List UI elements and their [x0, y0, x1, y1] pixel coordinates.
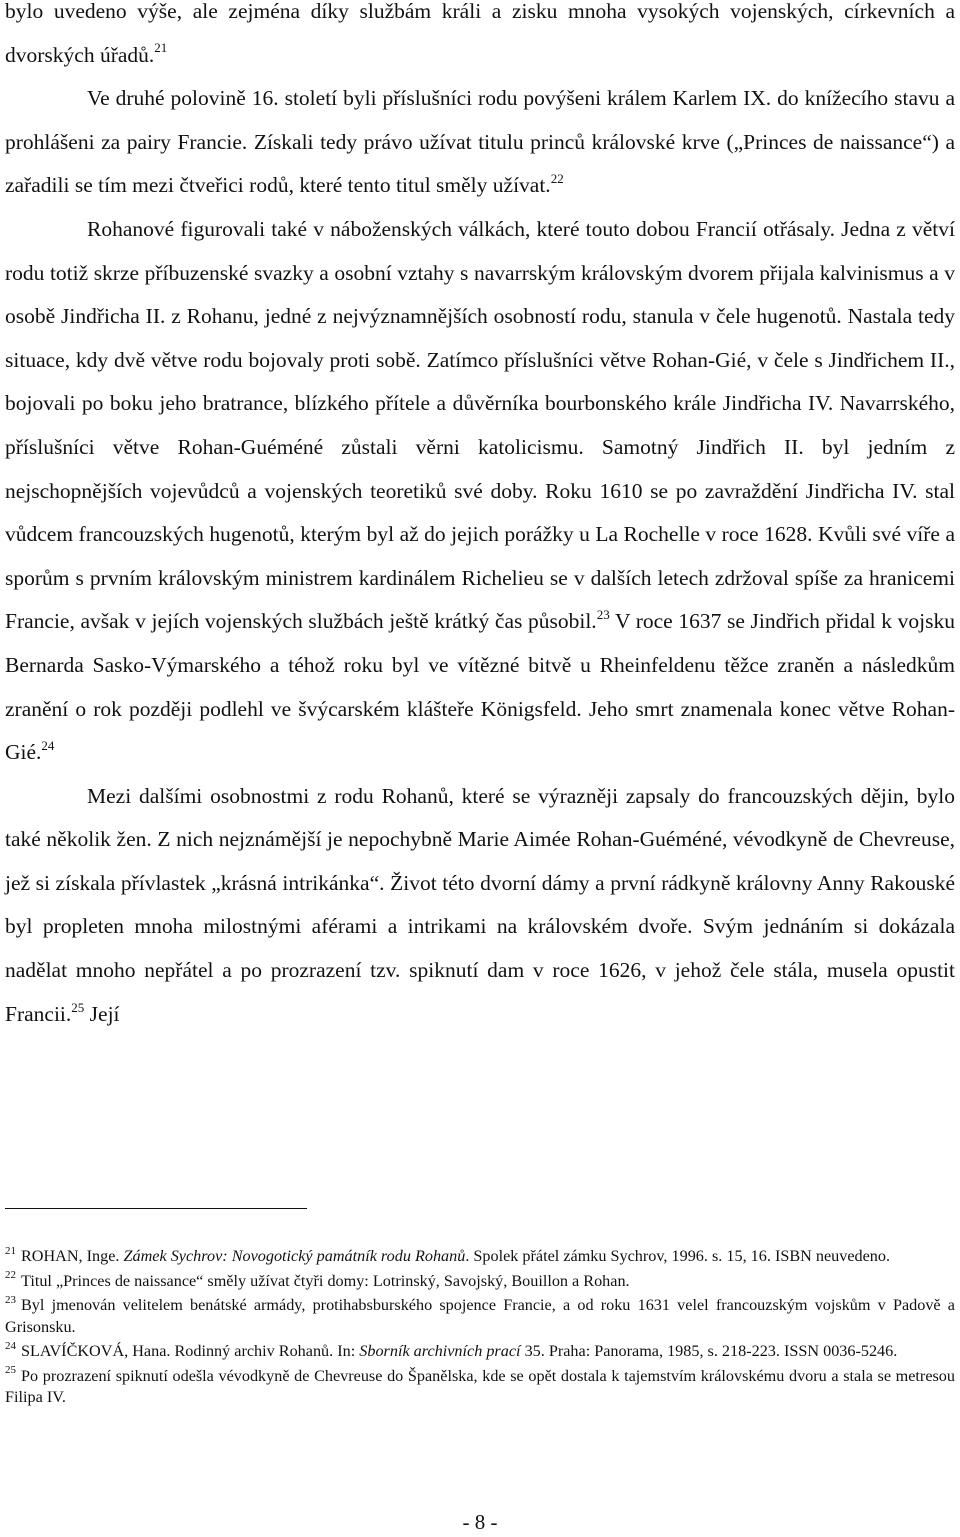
paragraph-text: Její [84, 1001, 120, 1026]
footnote-number: 21 [5, 1244, 16, 1257]
paragraph-text: Ve druhé polovině 16. století byli příslušníci rodu povýšeni králem Karlem IX. do knížecího stavu a prohlášeni za pairy Francie. Získali tedy právo užívat titulu princů královské krve („Princes de naissance“) a zařadili se tím mezi čtveřici rodů, které tento titul směly užívat. [5, 86, 955, 198]
paragraph-text: V roce 1637 se Jindřich přidal k vojsku Bernarda Sasko-Výmarského a téhož roku byl ve vítězné bitvě u Rheinfeldenu těžce zraněn a následkům zranění o rok později podlehl ve švýcarském klášteře Königsfeld. Jeho smrt znamenala konec větve Rohan-Gié. [5, 609, 955, 765]
footnote-title: Sborník archivních prací [359, 1342, 521, 1360]
footnote-text: 35. Praha: Panorama, 1985, s. 218-223. ISSN 0036-5246. [520, 1342, 898, 1360]
paragraph-2 [5, 77, 955, 208]
footnote-22 [5, 1271, 955, 1293]
footnote-24 [5, 1341, 955, 1363]
footnote-21 [5, 1246, 955, 1268]
footnote-number: 25 [5, 1364, 16, 1377]
paragraph-text: Rohanové figurovali také v náboženských válkách, které touto dobou Francií otřásaly. Jedna z větví rodu totiž skrze příbuzenské svazky a osobní vztahy s navarrským královským dvorem přijala kalvinismus a v osobě Jindřicha II. z Rohanu, jedné z nejvýznamnějších osobností rodu, stanula v čele hugenotů. Nastala tedy situace, kdy dvě větve rodu bojovaly proti sobě. Zatímco příslušníci větve Rohan-Gié, v čele s Jindřichem II., bojovali po boku jeho bratrance, blízkého přítele a důvěrníka bourbonského krále Jindřicha IV. Navarrského, příslušníci větve Rohan-Guéméné zůstali věrni katolicismu. Samotný Jindřich II. byl jedním z nejschopnějších vojevůdců a vojenských teoretiků své doby. Roku 1610 se po zavraždění Jindřicha IV. stal vůdcem francouzských hugenotů, kterým byl až do jejich porážky u La Rochelle v roce 1628. Kvůli své víře a sporům s prvním královským ministrem kardinálem Richelieu se v dalších letech zdržoval spíše za hranicemi Francie, avšak v jejích vojenských službách ještě krátký čas působil. [5, 216, 955, 634]
footnote-ref-25[interactable]: 25 [71, 999, 85, 1015]
main-text [5, 0, 955, 1036]
footnote-ref-24[interactable]: 24 [41, 737, 55, 753]
footnote-text: Byl jmenován velitelem benátské armády, protihabsburského spojence Francie, a od roku 1631 velel francouzským vojskům v Padově a Grisonsku. [5, 1296, 955, 1336]
footnote-text: Titul „Princes de naissance“ směly užívat čtyři domy: Lotrinský, Savojský, Bouillon a Rohan. [21, 1271, 630, 1290]
footnote-separator [5, 1208, 307, 1209]
paragraph-text: bylo uvedeno výše, ale zejména díky službám králi a zisku mnoha vysokých vojenských, církevních a dvorských úřadů. [5, 0, 955, 67]
footnote-ref-22[interactable]: 22 [550, 171, 564, 187]
paragraph-1 [5, 0, 955, 77]
paragraph-4 [5, 775, 955, 1037]
paragraph-text: Mezi dalšími osobnostmi z rodu Rohanů, které se výrazněji zapsaly do francouzských dějin, bylo také několik žen. Z nich nejznámější je nepochybně Marie Aimée Rohan-Guéméné, vévodkyně de Chevreuse, jež si získala přívlastek „krásná intrikánka“. Život této dvorní dámy a první rádkyně královny Anny Rakouské byl propleten mnoha milostnými aférami a intrikami na královském dvoře. Svým jednáním si dokázala nadělat mnoho nepřátel a po prozrazení tzv. spiknutí dam v roce 1626, v jehož čele stála, musela opustit Francii. [5, 783, 955, 1026]
footnotes [5, 1246, 955, 1409]
footnote-text: ROHAN, Inge. [21, 1247, 124, 1265]
footnote-ref-21[interactable]: 21 [154, 40, 168, 56]
footnote-25 [5, 1366, 955, 1409]
footnote-text: . Spolek přátel zámku Sychrov, 1996. s. 15, 16. ISBN neuvedeno. [465, 1247, 891, 1265]
page-number: - 8 - [462, 1510, 498, 1534]
footnote-23 [5, 1295, 955, 1338]
paragraph-3 [5, 208, 955, 775]
footnote-number: 23 [5, 1293, 16, 1306]
footnote-text: SLAVÍČKOVÁ, Hana. Rodinný archiv Rohanů. In: [21, 1342, 360, 1360]
footnote-text: Po prozrazení spiknutí odešla vévodkyně de Chevreuse do Španělska, kde se opět dostala k tajemstvím královskému dvoru a stala se metresou Filipa IV. [5, 1366, 955, 1406]
footnote-ref-23[interactable]: 23 [596, 607, 610, 623]
footnote-title: Zámek Sychrov: Novogotický památník rodu Rohanů [123, 1247, 466, 1265]
footnote-number: 22 [5, 1269, 16, 1282]
footnote-number: 24 [5, 1339, 16, 1352]
